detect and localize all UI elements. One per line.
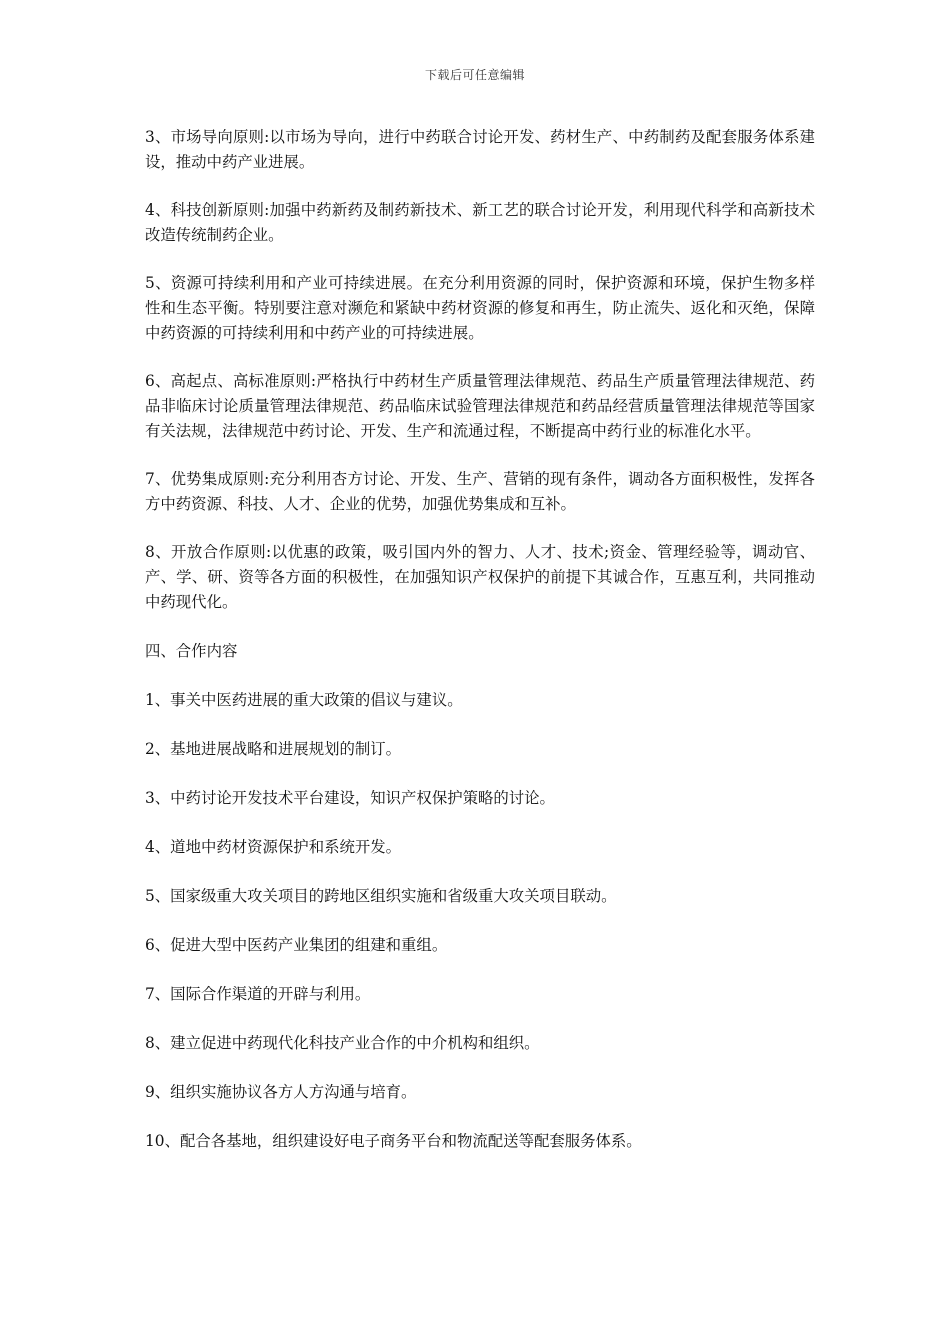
paragraph-principle-8: 8、开放合作原则:以优惠的政策，吸引国内外的智力、人才、技术;资金、管理经验等，调动官、产、学、研、资等各方面的积极性，在加强知识产权保护的前提下其诚合作，互惠互利，共同推动中药现代化。 [145, 543, 815, 611]
list-item-content-10: 10、配合各基地，组织建设好电子商务平台和物流配送等配套服务体系。 [145, 1132, 642, 1150]
section-heading-cooperation: 四、合作内容 [145, 642, 238, 660]
paragraph-principle-3: 3、市场导向原则:以市场为导向，进行中药联合讨论开发、药材生产、中药制药及配套服务体系建设，推动中药产业进展。 [145, 128, 815, 171]
list-item-content-2: 2、基地进展战略和进展规划的制订。 [145, 740, 402, 758]
page-header: 下载后可任意编辑 [424, 68, 525, 82]
list-item-content-8: 8、建立促进中药现代化科技产业合作的中介机构和组织。 [145, 1034, 540, 1052]
list-item-content-5: 5、国家级重大攻关项目的跨地区组织实施和省级重大攻关项目联动。 [145, 887, 617, 905]
paragraph-principle-7: 7、优势集成原则:充分利用杏方讨论、开发、生产、营销的现有条件，调动各方面积极性，发挥各方中药资源、科技、人才、企业的优势，加强优势集成和互补。 [145, 470, 815, 513]
list-item-content-3: 3、中药讨论开发技术平台建设，知识产权保护策略的讨论。 [145, 789, 555, 807]
paragraph-principle-4: 4、科技创新原则:加强中药新药及制药新技术、新工艺的联合讨论开发，利用现代科学和高新技术改造传统制药企业。 [145, 201, 815, 244]
list-item-content-1: 1、事关中医药进展的重大政策的倡议与建议。 [145, 691, 463, 709]
document-body [145, 125, 815, 1154]
list-item-content-6: 6、促进大型中医药产业集团的组建和重组。 [145, 936, 448, 954]
list-item-content-4: 4、道地中药材资源保护和系统开发。 [145, 838, 402, 856]
list-item-content-7: 7、国际合作渠道的开辟与利用。 [145, 985, 371, 1003]
paragraph-principle-6: 6、高起点、高标准原则:严格执行中药材生产质量管理法律规范、药品生产质量管理法律规范、药品非临床讨论质量管理法律规范、药品临床试验管理法律规范和药品经营质量管理法律规范等国家有关法规，法律规范中药讨论、开发、生产和流通过程，不断提高中药行业的标准化水平。 [145, 372, 815, 440]
paragraph-principle-5: 5、资源可持续利用和产业可持续进展。在充分利用资源的同时，保护资源和环境，保护生物多样性和生态平衡。特别要注意对濒危和紧缺中药材资源的修复和再生，防止流失、返化和灭绝，保障中药资源的可持续利用和中药产业的可持续进展。 [145, 274, 815, 342]
list-item-content-9: 9、组织实施协议各方人方沟通与培育。 [145, 1083, 417, 1101]
